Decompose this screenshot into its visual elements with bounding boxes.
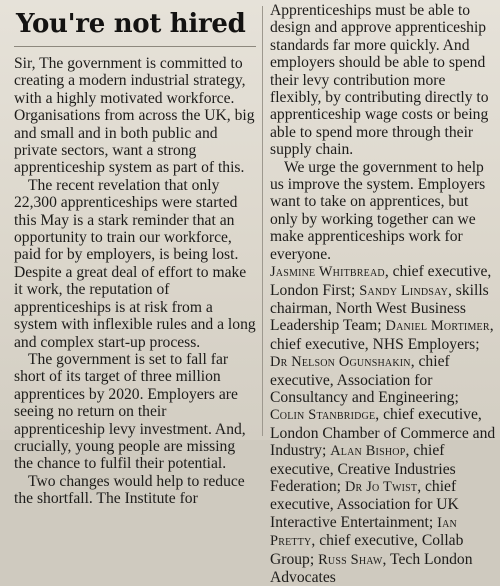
letter-paragraph: Apprenticeships must be able to design and approve apprenticeship standards far more quickly. And employers should be able to spend their levy contribution more flexibly, by contributing directly to apprenticeship wage costs or being able to spend more through their supply chain. xyxy=(270,2,489,159)
right-column xyxy=(270,2,496,586)
signatory-role: chief executive, Association for Consultancy and Engineering; xyxy=(270,353,459,406)
left-column xyxy=(14,0,256,508)
signatory-role: chief executive, Collab Group; xyxy=(270,532,464,568)
signatory-role: chief executive, Association for UK Interactive Entertainment; xyxy=(270,477,459,531)
signatory-name: Sandy Lindsay xyxy=(359,282,448,299)
letter-paragraph: The recent revelation that only 22,300 apprenticeships were started this May is a stark reminder that an opportunity to train our workforce, paid for by employers, is being lost. Despite a great deal of effort to make it work, the reputation of apprenticeships is at risk from a system with inflexible rules and a long and complex start-up process. xyxy=(14,176,256,351)
signatory-name: Jasmine Whitbread xyxy=(270,264,385,281)
signatory-name: Ian Pretty xyxy=(270,514,457,550)
signatory-name: Russ Shaw xyxy=(318,551,383,568)
signatory-role: chief executive, NHS Employers; xyxy=(270,335,480,353)
letter-paragraph: The government is set to fall far short of its target of three million apprentices by 2020. Employers are seeing no return on their apprenticeship levy investment. And, crucially, young people are missing the chance to fulfil their potential. xyxy=(14,350,246,473)
signatory-role: chief executive, London Chamber of Commerce and Industry; xyxy=(270,406,496,460)
headline: You're not hired xyxy=(16,9,246,39)
signatory-name: Daniel Mortimer xyxy=(385,318,490,335)
letter-paragraph: Sir, The government is committed to creating a modern industrial strategy, with a highly motivated workforce. Organisations from across the UK, big and small and in both public and private sectors, want a strong apprenticeship system as part of this. xyxy=(14,55,255,177)
letter-paragraph: We urge the government to help us improve the system. Employers want to take on apprentices, but only by working together can we make apprenticeships work for everyone. xyxy=(270,158,486,263)
signatory-name: Dr Nelson Ogunshakin xyxy=(270,354,411,371)
signatory-name: Alan Bishop xyxy=(330,443,406,460)
headline-rule xyxy=(14,46,256,47)
signatory-role: Tech London Advocates xyxy=(270,550,473,586)
signatory-name: Dr Jo Twist xyxy=(344,478,418,495)
signatories: Jasmine Whitbread, chief executive, London First; Sandy Lindsay, skills chairman, North West Business Leadership Team; Daniel Mortimer, chief executive, NHS Employers; Dr Nelson Ogunshakin, chief executive, Association for Consultancy and Engineering; Colin Stanbridge, chief executive, London Chamber of Commerce and Industry; Alan Bishop, chief executive, Creative Industries Federation; Dr Jo Twist, chief executive, Association for UK Interactive Entertainment; Ian Pretty, chief executive, Collab Group; Russ Shaw, Tech London Advocates xyxy=(270,263,496,586)
signatory-role: skills chairman, North West Business Leadership Team; xyxy=(270,281,489,335)
column-divider xyxy=(262,6,263,436)
signatory-name: Colin Stanbridge xyxy=(270,407,376,424)
signatory-role: chief executive, London First; xyxy=(270,263,492,299)
signatory-role: chief executive, Creative Industries Federation; xyxy=(270,442,456,495)
letter-paragraph: Two changes would help to reduce the shortfall. The Institute for xyxy=(14,472,245,508)
